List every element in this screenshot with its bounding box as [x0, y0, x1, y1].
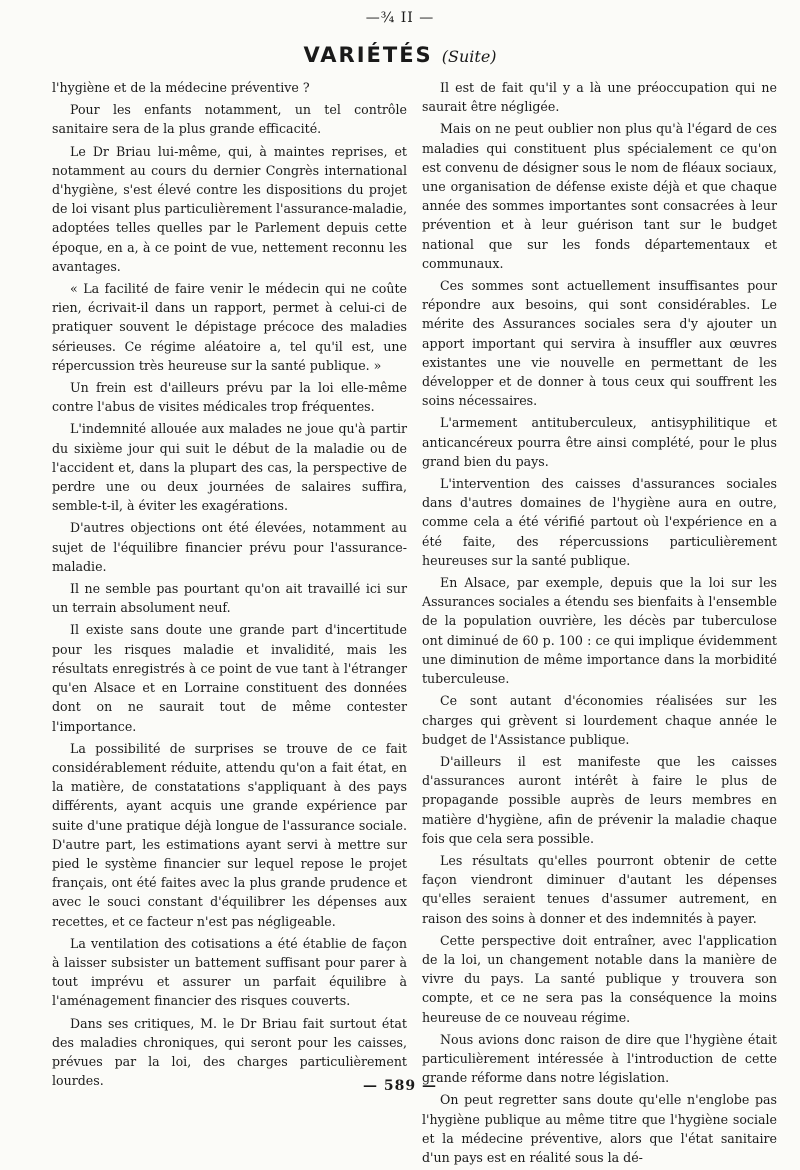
paragraph: Il est de fait qu'il y a là une préoccupation qui ne saurait être négligée. [422, 80, 777, 115]
paragraph: L'intervention des caisses d'assurances sociales dans d'autres domaines de l'hygiène aura en outre, comme cela a été vérifié partout où l'expérience en a été faite, des répercussions particulièrement heureuses sur la santé publique. [422, 476, 777, 568]
paragraph: On peut regretter sans doute qu'elle n'englobe pas l'hygiène publique au même titre que l'hygiène sociale et la médecine préventive, alors que l'état sanitaire d'un pays est en réalité sous la dé- [422, 1092, 777, 1165]
paragraph: L'armement antituberculeux, antisyphilitique et anticancéreux pourra être ainsi complété, pour le plus grand bien du pays. [422, 415, 777, 469]
paragraph: Un frein est d'ailleurs prévu par la loi elle-même contre l'abus de visites médicales trop fréquentes. [52, 380, 407, 415]
paragraph: La possibilité de surprises se trouve de ce fait considérablement réduite, attendu qu'on a fait état, en la matière, de constatations s'appliquant à des pays différents, ayant acquis une grande expérience par suite d'une pratique déjà longue de l'assurance sociale. D'autre part, les estimations ayant servi à mettre sur pied le système financier sur lequel repose le projet français, ont été faites avec la plus grande prudence et avec le souci constant d'équilibrer les dépenses aux recettes, et ce facteur n'est pas négligeable. [52, 740, 407, 929]
left-column [52, 78, 407, 1093]
paragraph: Ce sont autant d'économies réalisées sur les charges qui grèvent si lourdement chaque année le budget de l'Assistance publique. [422, 693, 777, 747]
paragraph: D'ailleurs il est manifeste que les caisses d'assurances auront intérêt à faire le plus de propagande possible auprès de leurs membres en matière d'hygiène, afin de prévenir la maladie chaque fois que cela sera possible. [422, 753, 777, 846]
paragraph: Il ne semble pas pourtant qu'on ait travaillé ici sur un terrain absolument neuf. [52, 581, 407, 616]
folio: —¾ II — [365, 10, 435, 26]
paragraph: Mais on ne peut oublier non plus qu'à l'égard de ces maladies qui constituent plus spécialement ce qu'on est convenu de désigner sous le nom de fléaux sociaux, une organisation de défense existe déjà et que chaque année des sommes importantes sont consacrées à leur prévention et à leur guérison tant sur le budget national que sur les fonds départementaux et communaux. [422, 121, 777, 271]
paragraph: « La facilité de faire venir le médecin qui ne coûte rien, écrivait-il dans un rapport, permet à celui-ci de pratiquer souvent le dépistage précoce des maladies sérieuses. Ce régime aléatoire a, tel qu'il est, une répercussion très heureuse sur la santé publique. » [52, 281, 407, 373]
right-column [422, 78, 777, 1170]
paragraph: Nous avions donc raison de dire que l'hygiène était particulièrement intéressée à l'introduction de cette grande réforme dans notre législation. [422, 1031, 777, 1086]
paragraph: Pour les enfants notamment, un tel contrôle sanitaire sera de la plus grande efficacité. [52, 102, 407, 137]
paragraph: Le Dr Briau lui-même, qui, à maintes reprises, et notamment au cours du dernier Congrès international d'hygiène, s'est élevé contre les dispositions du projet de loi visant plus particulièrement l'assurance-maladie, adoptées telles quelles par le Parlement depuis cette époque, en a, à ce point de vue, nettement reconnu les avantages. [52, 143, 407, 274]
article-title [0, 43, 800, 67]
paragraph: Les résultats qu'elles pourront obtenir de cette façon viendront diminuer d'autant les dépenses qu'elles seraient tenues d'assumer autrement, en raison des soins à donner et des indemnités à payer. [422, 852, 777, 926]
paragraph: En Alsace, par exemple, depuis que la loi sur les Assurances sociales a étendu ses bienfaits à l'ensemble de la population ouvrière, les décès par tuberculose ont diminué de 60 p. 100 : ce qui implique évidemment une diminution de même importance dans la morbidité tuberculeuse. [422, 575, 777, 687]
paragraph: L'indemnité allouée aux malades ne joue qu'à partir du sixième jour qui suit le début de la maladie ou de l'accident et, dans la plupart des cas, la perspective de perdre une ou deux journées de salaires suffira, semble-t-il, à éviter les exagérations. [52, 421, 407, 514]
paragraph: Dans ses critiques, M. le Dr Briau fait surtout état des maladies chroniques, qui seront pour les caisses, prévues par la loi, des charges particulièrement lourdes. [52, 1015, 407, 1089]
paragraph: l'hygiène et de la médecine préventive ? [52, 80, 310, 95]
title-text: VARIÉTÉS [303, 43, 433, 67]
page-number: — 589 — [363, 1078, 437, 1094]
title-subtitle: (Suite) [441, 47, 497, 66]
paragraph: Cette perspective doit entraîner, avec l'application de la loi, un changement notable dans la manière de vivre du pays. La santé publique y trouvera son compte, et ce ne sera pas la conséquence la moins heureuse de ce nouveau régime. [422, 932, 777, 1025]
paragraph: D'autres objections ont été élevées, notamment au sujet de l'équilibre financier prévu pour l'assurance-maladie. [52, 520, 407, 574]
paragraph: La ventilation des cotisations a été établie de façon à laisser subsister un battement suffisant pour parer à tout imprévu et assurer un parfait équilibre à l'aménagement financier des risques couverts. [52, 935, 407, 1009]
paragraph: Ces sommes sont actuellement insuffisantes pour répondre aux besoins, qui sont considérables. Le mérite des Assurances sociales sera d'y ajouter un apport important qui servira à insuffler aux œuvres existantes une vie nouvelle en permettant de les développer et de donner à tous ceux qui souffrent les soins nécessaires. [422, 278, 777, 409]
paragraph: Il existe sans doute une grande part d'incertitude pour les risques maladie et invalidité, mais les résultats enregistrés à ce point de vue tant à l'étranger qu'en Alsace et en Lorraine constituent des données dont on ne saurait tout de même contester l'importance. [52, 622, 407, 734]
